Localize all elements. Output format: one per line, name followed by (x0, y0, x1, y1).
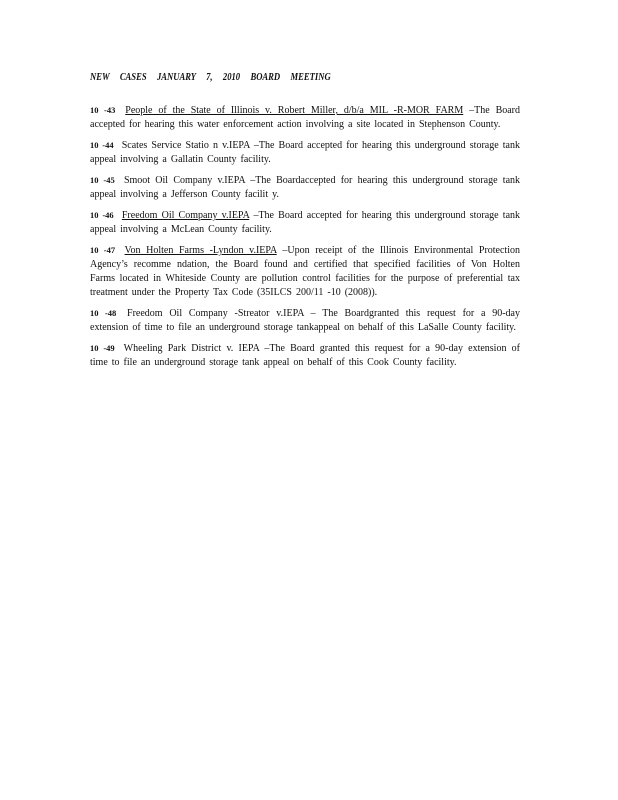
case-entry-10-46 (90, 208, 520, 237)
case-entry-10-45 (90, 173, 520, 202)
case-description: –The Board accepted for hearing this underground storage tank appeal involving a McLean County facility. (90, 210, 521, 235)
case-description: –Upon receipt of the Illinois Environmental Protection Agency’s recomme ndation, the Board found and certified that specified facilities of Von Holten Farms located in Whiteside County are pollution control facilities for the purpose of preferential tax treatment under the Property Tax Code (35ILCS 200/11 -10 (2008)). (90, 245, 520, 298)
page-heading: NEW CASES JANUARY 7, 2010 BOARD MEETING (90, 72, 331, 83)
case-description: –The Board accepted for hearing this water enforcement action involving a site located in Stephenson County. (90, 105, 521, 130)
case-parties: Freedom Oil Company v.IEPA (121, 210, 250, 221)
case-entry-10-48 (90, 306, 520, 335)
case-entry-10-44 (90, 138, 520, 167)
case-entry-10-47 (90, 243, 520, 300)
case-description: Scates Service Statio n v.IEPA –The Board accepted for hearing this underground storage tank appeal involving a Gallatin County facility. (90, 140, 520, 165)
case-number: 10 -44 (90, 140, 114, 150)
case-number: 10 -49 (90, 343, 115, 353)
case-number: 10 -47 (90, 245, 116, 255)
case-entry-10-43 (90, 103, 520, 132)
case-parties: Von Holten Farms -Lyndon v.IEPA (124, 245, 277, 256)
case-number: 10 -45 (90, 175, 115, 185)
document-page (90, 72, 520, 376)
case-parties: People of the State of Illinois v. Robert Miller, d/b/a MIL -R-MOR FARM (125, 105, 464, 116)
case-description: Freedom Oil Company -Streator v.IEPA – The Boardgranted this request for a 90-day extension of time to file an underground storage tankappeal on behalf of this LaSalle County facility. (90, 308, 520, 333)
case-entry-10-49 (90, 341, 520, 370)
case-description: Smoot Oil Company v.IEPA –The Boardaccepted for hearing this underground storage tank appeal involving a Jefferson County facilit y. (90, 175, 521, 200)
case-description: Wheeling Park District v. IEPA –The Board granted this request for a 90-day extension of time to file an underground storage tank appeal on behalf of this Cook County facility. (90, 343, 520, 368)
case-number: 10 -48 (90, 308, 117, 318)
case-number: 10 -43 (90, 105, 116, 115)
case-number: 10 -46 (90, 210, 114, 220)
